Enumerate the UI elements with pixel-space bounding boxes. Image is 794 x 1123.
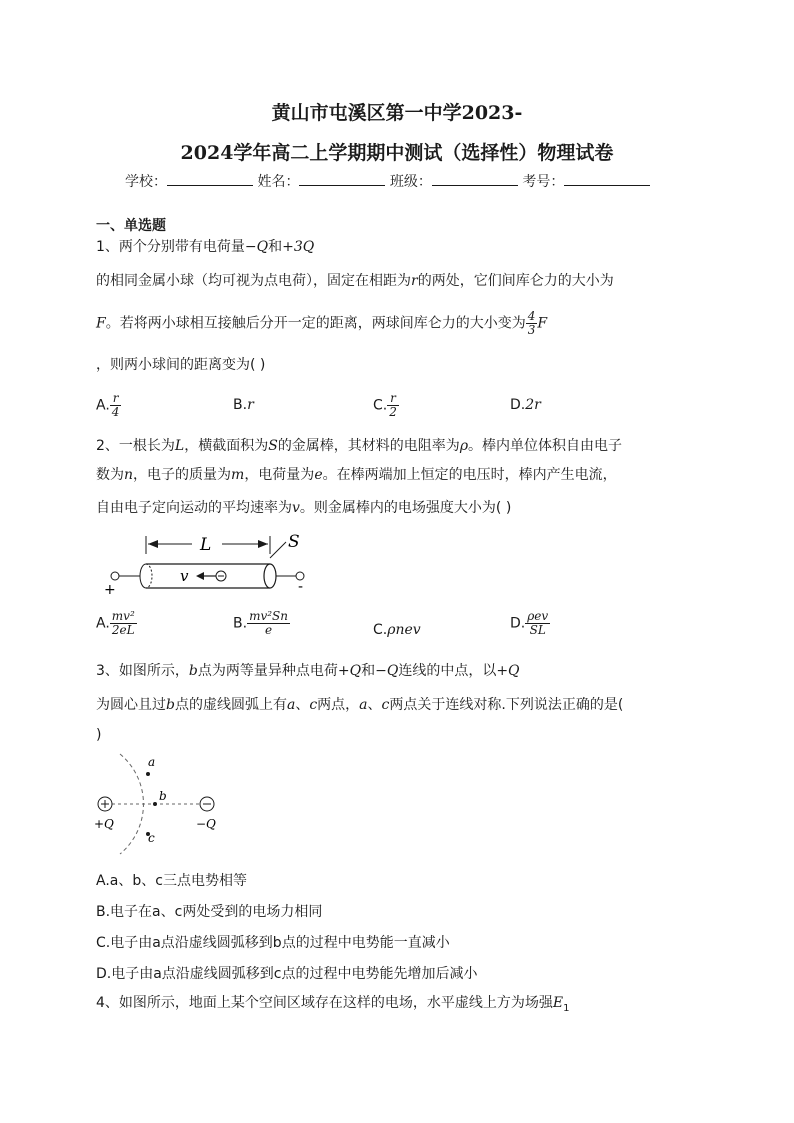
q2-v: v xyxy=(292,500,300,516)
option-label: C. xyxy=(373,397,388,414)
name-label: 姓名： xyxy=(257,174,300,190)
q3-charge-figure xyxy=(90,748,230,863)
terminal-left xyxy=(111,572,119,580)
q3-plus-q-2: +Q xyxy=(496,663,520,679)
q4-E: E xyxy=(552,995,564,1011)
q2-option-a-fraction xyxy=(110,610,137,637)
q4-E-sub: 1 xyxy=(563,1002,570,1014)
q3-sep: 、 xyxy=(367,697,382,713)
q1-option-d[interactable] xyxy=(510,397,541,413)
option-label: B. xyxy=(233,397,248,413)
q3-and: 和 xyxy=(361,663,376,679)
q3-text: 3、如图所示， xyxy=(96,663,189,679)
label-minus-q: −Q xyxy=(196,817,216,831)
q3-option-b[interactable]: B.电子在a、c两处受到的电场力相同 xyxy=(96,904,323,920)
exam-no-label: 考号： xyxy=(522,174,565,190)
arrow-left-icon xyxy=(148,540,158,548)
q3-text: 两点， xyxy=(317,697,360,713)
fraction-den: 2eL xyxy=(111,623,135,637)
class-label: 班级： xyxy=(389,174,432,190)
q2-text: 。在棒两端加上恒定的电压时，棒内产生电流， xyxy=(322,467,617,483)
q1-r: r xyxy=(411,273,418,289)
label-a: a xyxy=(148,755,156,769)
q2-option-d-fraction xyxy=(525,610,550,637)
q3-text: 点的虚线圆弧上有 xyxy=(174,697,287,713)
q1-text: 的两处，它们间库仑力的大小为 xyxy=(417,273,614,289)
q2-e: e xyxy=(314,467,323,483)
fraction-num: r xyxy=(387,392,399,406)
q1-option-c[interactable] xyxy=(373,392,399,419)
q2-text: 的金属棒，其材料的电阻率为 xyxy=(277,438,460,454)
label-c: c xyxy=(148,831,155,845)
q2-rho: ρ xyxy=(459,438,469,454)
q1-F: F xyxy=(96,315,106,332)
q3-b: b xyxy=(166,697,175,713)
q3-text: 为圆心且过 xyxy=(96,697,166,713)
option-value: ρnev xyxy=(387,622,421,638)
point-a xyxy=(146,772,150,776)
q3-sep: 、 xyxy=(295,697,310,713)
option-label: D. xyxy=(510,615,526,632)
area-pointer xyxy=(270,542,286,558)
fraction-den: SL xyxy=(529,623,546,637)
q3-b: b xyxy=(188,663,198,679)
q1-fraction-den: 3 xyxy=(527,323,536,337)
velocity-arrow-icon xyxy=(196,572,204,580)
label-b: b xyxy=(159,789,167,803)
q2-option-b[interactable] xyxy=(233,610,290,637)
school-label: 学校： xyxy=(125,174,167,190)
point-b xyxy=(153,802,157,806)
q1-text: 的相同金属小球（均可视为点电荷），固定在相距为 xyxy=(96,273,411,289)
q2-n: n xyxy=(124,467,134,483)
q1-line-1 xyxy=(96,238,314,256)
q1-charge-1: −Q xyxy=(244,239,269,255)
class-blank[interactable] xyxy=(432,172,518,186)
q2-L: L xyxy=(174,438,185,454)
rod-right-end xyxy=(264,564,276,588)
q3-text: 两点关于连线对称.下列说法正确的是( xyxy=(389,697,624,713)
fraction-num: mv²Sn xyxy=(249,609,288,623)
q1-text: 。若将两小球相互接触后分开一定的距离，两球间库仑力的大小变为 xyxy=(105,315,526,332)
minus-terminal-label: - xyxy=(298,579,304,595)
q1-line-3 xyxy=(96,310,547,337)
rod-length-label: L xyxy=(200,535,212,555)
q1-and: 和 xyxy=(268,239,283,255)
q2-option-c[interactable] xyxy=(373,622,421,638)
title-line-2: 2024学年高二上学期期中测试（选择性）物理试卷 xyxy=(180,142,614,164)
fraction-num: ρev xyxy=(527,609,549,623)
arrow-right-icon xyxy=(258,540,268,548)
fraction-den: 4 xyxy=(111,405,120,419)
school-blank[interactable] xyxy=(167,172,253,186)
q3-c: c xyxy=(309,697,318,713)
q3-option-d[interactable]: D.电子由a点沿虚线圆弧移到c点的过程中电势能先增加后减小 xyxy=(96,966,478,982)
q4-text: 4、如图所示，地面上某个空间区域存在这样的电场，水平虚线上方为场强 xyxy=(96,995,553,1011)
q2-text: 2、一根长为 xyxy=(96,438,175,454)
q4-line-1 xyxy=(96,994,570,1018)
q1-option-c-fraction xyxy=(387,392,399,419)
q3-c: c xyxy=(381,697,390,713)
fraction-den: 2 xyxy=(389,405,397,419)
fraction-den: e xyxy=(264,623,273,637)
q2-text: 。则金属棒内的电场强度大小为( ) xyxy=(299,500,512,516)
q3-a: a xyxy=(286,697,296,713)
q1-option-b[interactable] xyxy=(233,397,254,413)
rod-area-label: S xyxy=(288,532,300,552)
q2-text: ，电荷量为 xyxy=(244,467,315,483)
q2-text: 。棒内单位体积自由电子 xyxy=(468,438,623,454)
q2-text: ，电子的质量为 xyxy=(133,467,232,483)
exam-no-blank[interactable] xyxy=(564,172,650,186)
q2-option-d[interactable] xyxy=(510,610,550,637)
q2-line-3 xyxy=(96,499,511,517)
q2-m: m xyxy=(231,467,245,483)
option-label: A. xyxy=(96,615,110,632)
q2-text: 自由电子定向运动的平均速率为 xyxy=(96,500,292,516)
q2-text: 数为 xyxy=(96,467,124,483)
q3-a: a xyxy=(359,697,368,713)
q1-charge-2: +3Q xyxy=(282,239,315,255)
option-value: r xyxy=(247,397,254,413)
fraction-num: mv² xyxy=(111,609,135,623)
q2-option-a[interactable] xyxy=(96,610,137,637)
q1-fraction xyxy=(526,310,538,337)
velocity-label: v xyxy=(180,567,189,585)
option-label: B. xyxy=(233,615,248,632)
option-label: D. xyxy=(510,397,526,413)
q1-option-a[interactable] xyxy=(96,392,121,419)
q2-rod-figure xyxy=(100,528,320,598)
q2-text: ，横截面积为 xyxy=(184,438,269,454)
q3-option-a[interactable]: A.a、b、c三点电势相等 xyxy=(96,873,247,889)
q2-line-1 xyxy=(96,437,622,455)
q1-text: 1、两个分别带有电荷量 xyxy=(96,239,245,255)
q3-line-2 xyxy=(96,696,623,714)
q1-line-2 xyxy=(96,272,614,290)
q1-fraction-num: 4 xyxy=(527,309,536,323)
q1-F2: F xyxy=(537,315,548,332)
option-label: A. xyxy=(96,397,110,414)
option-value: 2r xyxy=(525,397,541,413)
rod-left-end-hidden xyxy=(146,564,152,588)
q3-plus-q: +Q xyxy=(337,663,362,679)
plus-terminal-label: + xyxy=(104,582,116,598)
q3-minus-q: −Q xyxy=(375,663,399,679)
q1-option-a-fraction xyxy=(110,392,122,419)
q2-line-2 xyxy=(96,466,617,484)
title-line-1: 黄山市屯溪区第一中学2023- xyxy=(271,102,523,124)
q2-option-b-fraction xyxy=(247,610,290,637)
info-line xyxy=(125,172,650,191)
q3-line-3: ) xyxy=(96,727,102,743)
q3-line-1 xyxy=(96,662,520,680)
q2-S: S xyxy=(268,438,278,454)
option-label: C. xyxy=(373,622,388,638)
fraction-num: r xyxy=(110,392,122,406)
rod-left-end xyxy=(140,564,146,588)
q1-line-4: ，则两小球间的距离变为( ) xyxy=(96,357,266,373)
section-heading: 一、单选题 xyxy=(96,218,166,234)
name-blank[interactable] xyxy=(299,172,385,186)
q3-text: 连线的中点，以 xyxy=(398,663,497,679)
q3-text: 点为两等量异种点电荷 xyxy=(197,663,338,679)
q3-option-c[interactable]: C.电子由a点沿虚线圆弧移到b点的过程中电势能一直减小 xyxy=(96,935,450,951)
label-plus-q: +Q xyxy=(94,817,114,831)
